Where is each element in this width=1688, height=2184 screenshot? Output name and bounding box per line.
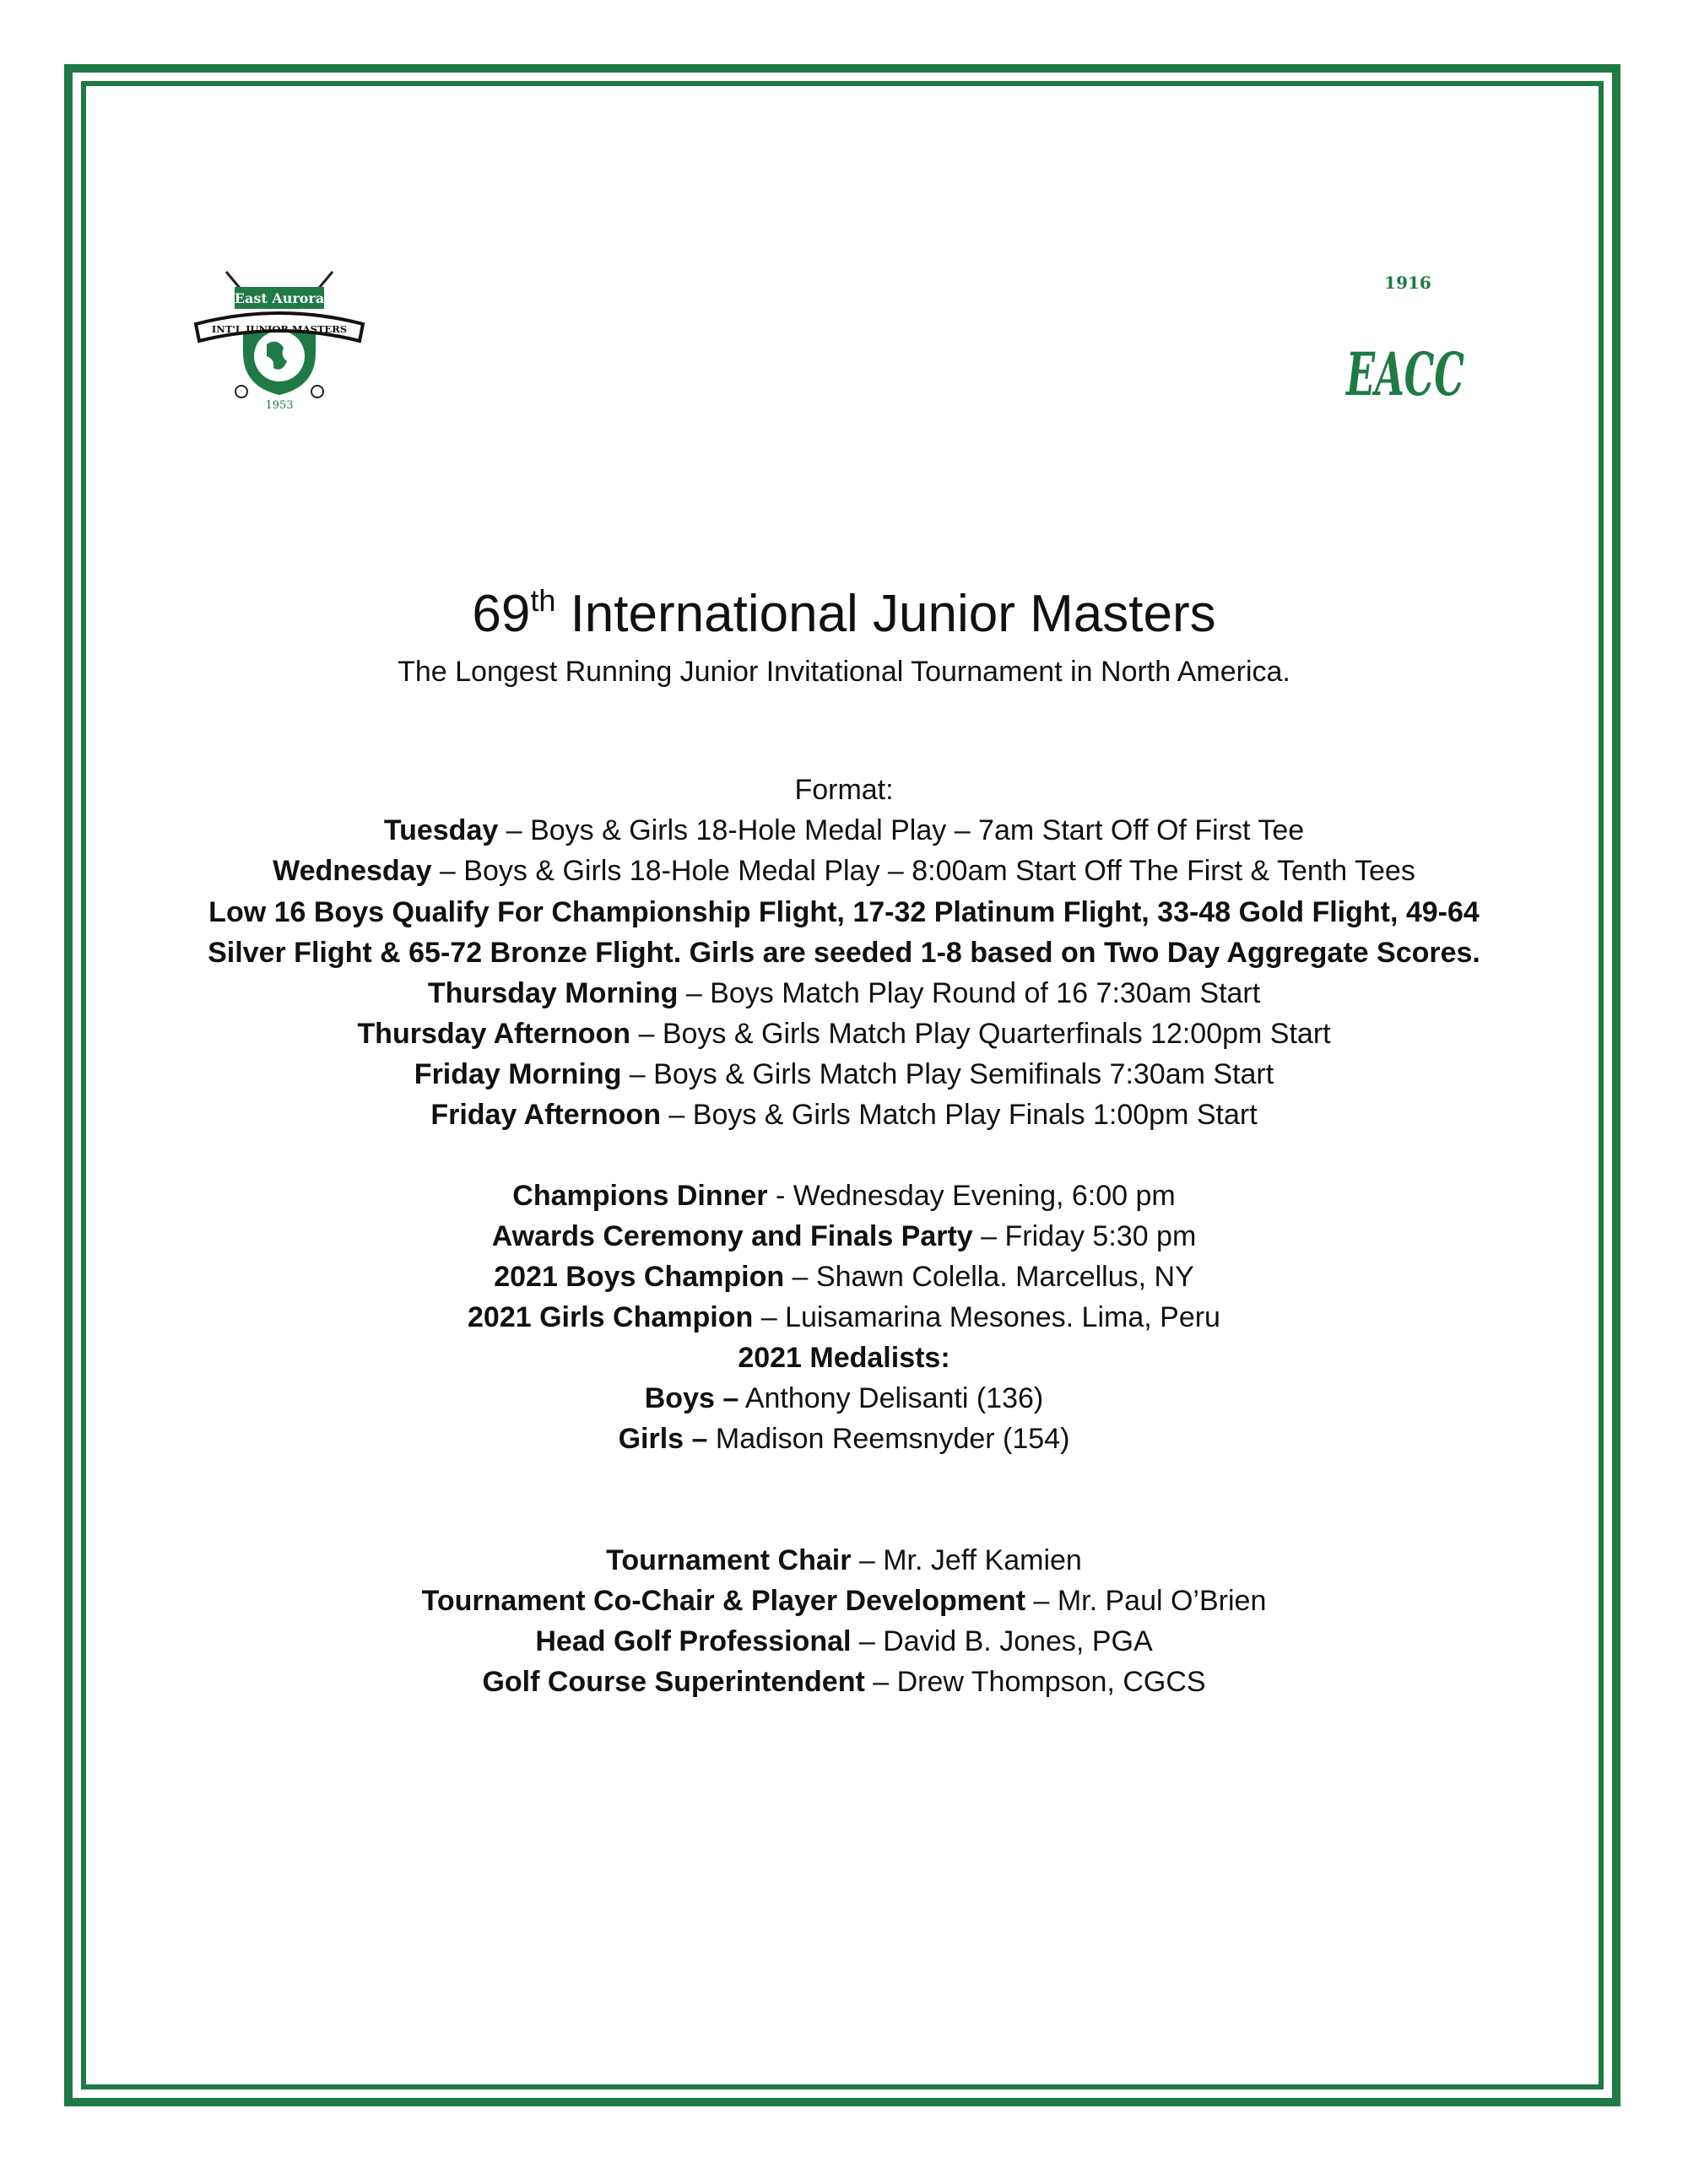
logo-ribbon-text: INT'L JUNIOR MASTERS [211, 323, 348, 335]
boys-champion: 2021 Boys Champion – Shawn Colella. Marcellus, NY [494, 1261, 1194, 1293]
girls-medalist: Girls – Madison Reemsnyder (154) [618, 1423, 1070, 1455]
eacc-year: 1916 [1384, 273, 1431, 293]
tournament-chair: Tournament Chair – Mr. Jeff Kamien [606, 1544, 1082, 1576]
qualify-line-1: Low 16 Boys Qualify For Championship Flight, 17-32 Platinum Flight, 33-48 Gold Flight, 49-64 [208, 896, 1480, 928]
logo-top-text: East Aurora [234, 290, 325, 306]
schedule-wednesday: Wednesday – Boys & Girls 18-Hole Medal Play – 8:00am Start Off The First & Tenth Tees [273, 855, 1415, 887]
junior-masters-logo [192, 268, 366, 412]
champions-dinner: Champions Dinner - Wednesday Evening, 6:00 pm [512, 1180, 1176, 1212]
page-title: 69th International Junior Masters [472, 583, 1216, 643]
page-subtitle: The Longest Running Junior Invitational Tournament in North America. [398, 656, 1290, 688]
girls-champion: 2021 Girls Champion – Luisamarina Mesones. Lima, Peru [468, 1301, 1220, 1333]
tournament-cochair: Tournament Co-Chair & Player Development – Mr. Paul O’Brien [421, 1585, 1267, 1617]
qualify-line-2: Silver Flight & 65-72 Bronze Flight. Girls are seeded 1-8 based on Two Day Aggregate Scores. [208, 937, 1480, 969]
medalists-heading: 2021 Medalists: [738, 1342, 950, 1374]
schedule-thursday-afternoon: Thursday Afternoon – Boys & Girls Match Play Quarterfinals 12:00pm Start [357, 1018, 1331, 1050]
boys-medalist: Boys – Anthony Delisanti (136) [644, 1382, 1044, 1414]
eacc-logo [1342, 268, 1469, 420]
schedule-tuesday: Tuesday – Boys & Girls 18-Hole Medal Play – 7am Start Off Of First Tee [383, 814, 1305, 846]
schedule-friday-afternoon: Friday Afternoon – Boys & Girls Match Play Finals 1:00pm Start [430, 1099, 1258, 1131]
format-heading: Format: [794, 774, 894, 806]
schedule-thursday-morning: Thursday Morning – Boys Match Play Round of 16 7:30am Start [427, 977, 1261, 1009]
schedule-friday-morning: Friday Morning – Boys & Girls Match Play Semifinals 7:30am Start [414, 1058, 1274, 1090]
awards-ceremony: Awards Ceremony and Finals Party – Friday 5:30 pm [491, 1220, 1197, 1252]
head-golf-professional: Head Golf Professional – David B. Jones, PGA [535, 1625, 1153, 1657]
logo-year: 1953 [265, 399, 294, 412]
eacc-monogram: EACC [1344, 339, 1465, 409]
course-superintendent: Golf Course Superintendent – Drew Thompson, CGCS [482, 1666, 1206, 1698]
